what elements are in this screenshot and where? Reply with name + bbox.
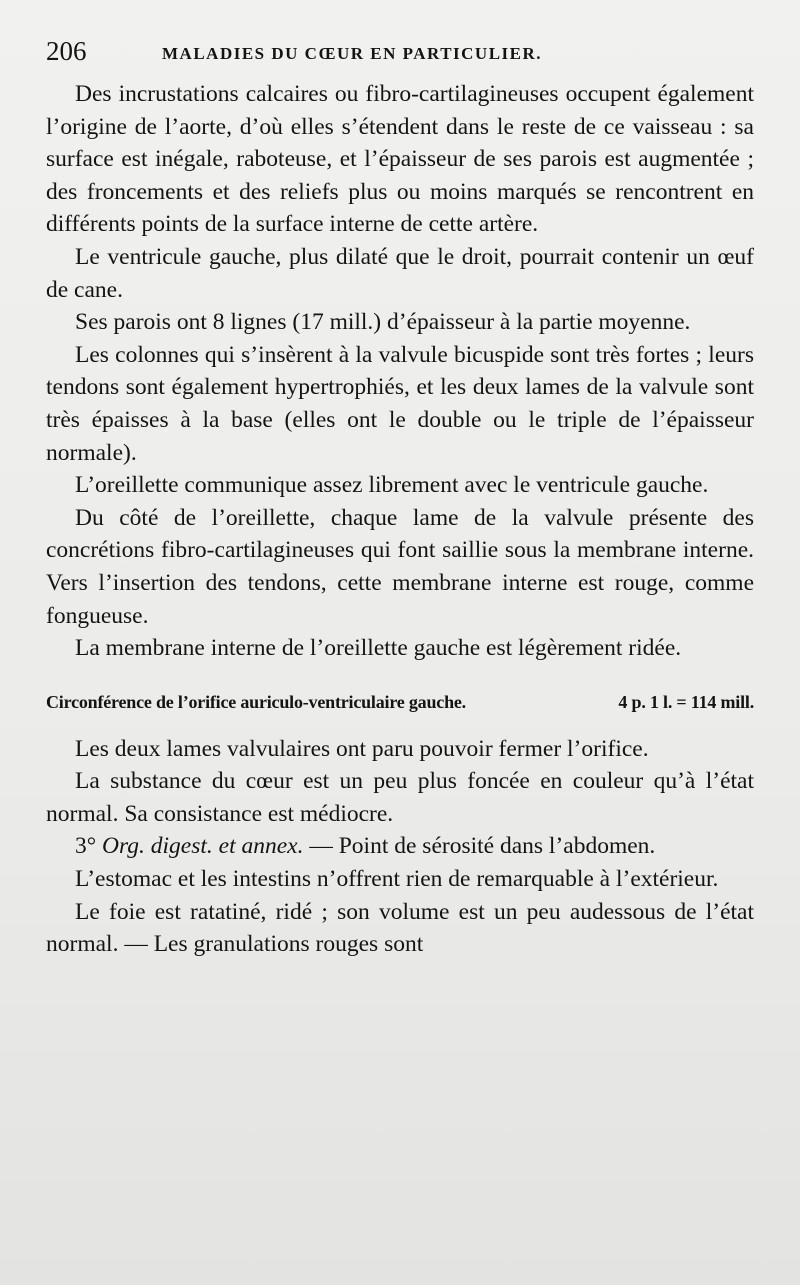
paragraph: Les colonnes qui s’insèrent à la valvule bicuspide sont très fortes ; leurs tendons sont également hypertrophiés, et les deux lames de la valvule sont très épaisses à la base (elles ont le double ou le triple de l’épaisseur normale). [46, 341, 754, 466]
running-head: MALADIES DU CŒUR EN PARTICULIER. [162, 44, 543, 63]
paragraph: Ses parois ont 8 lignes (17 mill.) d’épaisseur à la partie moyenne. [75, 309, 691, 336]
measurement-label: Circonférence de l’orifice auriculo-ventriculaire gauche. [46, 691, 466, 712]
paragraph: La membrane interne de l’oreillette gauche est légèrement ridée. [75, 635, 682, 662]
paragraph: Du côté de l’oreillette, chaque lame de la valvule présente des concrétions fibro-cartilagineuses qui font saillie sous la membrane interne. Vers l’insertion des tendons, cette membrane interne est rouge, comme fongueuse. [46, 504, 754, 629]
paragraph: L’oreillette communique assez librement avec le ventricule gauche. [75, 472, 709, 499]
section-number: 3° [75, 833, 97, 860]
page-header [46, 36, 752, 72]
paragraph: Le foie est ratatiné, ridé ; son volume est un peu audessous de l’état normal. — Les granulations rouges sont [46, 898, 754, 958]
section-paragraph [46, 830, 754, 863]
paragraph: Les deux lames valvulaires ont paru pouvoir fermer l’orifice. [75, 735, 649, 762]
paragraph: Le ventricule gauche, plus dilaté que le droit, pourrait contenir un œuf de cane. [46, 243, 754, 303]
page-number: 206 [46, 36, 87, 66]
measurement-value: 4 p. 1 l. = 114 mill. [618, 691, 754, 712]
paragraph: Des incrustations calcaires ou fibro-cartilagineuses occupent également l’origine de l’aorte, d’où elles s’étendent dans le reste de ce vaisseau : sa surface est inégale, raboteuse, et l’épaisseur de ses parois est augmentée ; des froncements et des reliefs plus ou moins marqués se rencontrent en différents points de la surface interne de cette artère. [46, 81, 754, 238]
measurement-line [46, 689, 754, 715]
section-text: — Point de sérosité dans l’abdomen. [309, 833, 656, 860]
paragraph: La substance du cœur est un peu plus foncée en couleur qu’à l’état normal. Sa consistance est médiocre. [46, 768, 754, 827]
paragraph: L’estomac et les intestins n’offrent rien de remarquable à l’extérieur. [75, 866, 719, 893]
body-text [46, 78, 754, 961]
section-title: Org. digest. et annex. [102, 833, 304, 860]
